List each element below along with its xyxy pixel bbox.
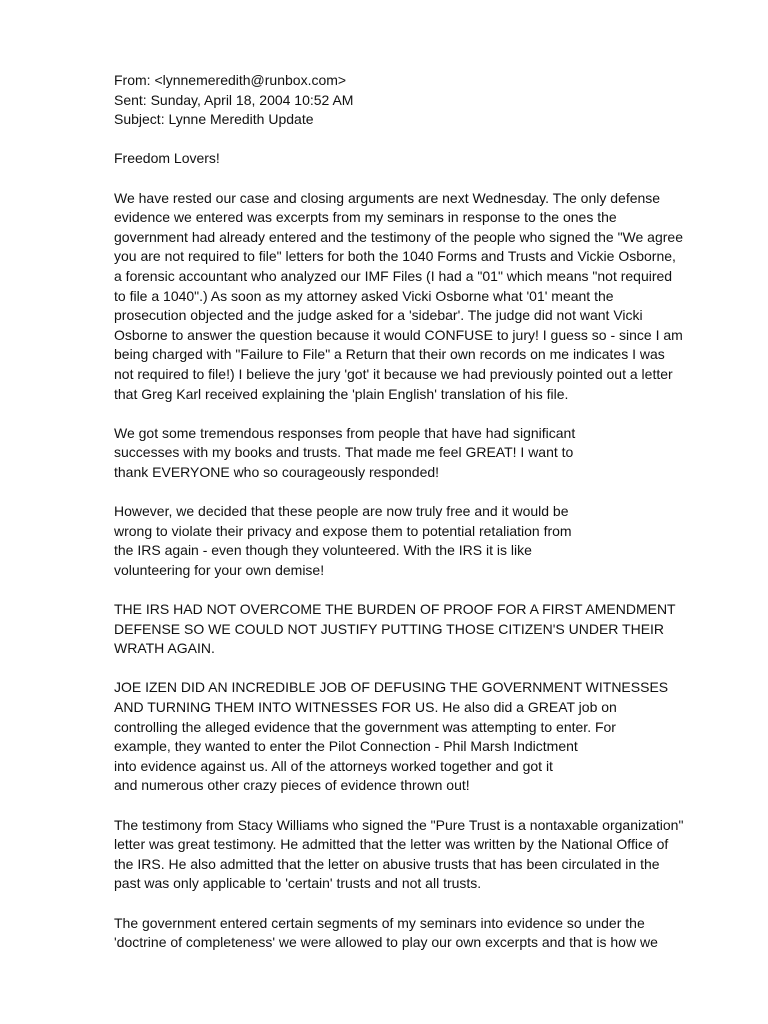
paragraph-line: into evidence against us. All of the attorneys worked together and got it — [114, 757, 553, 774]
paragraph-line: controlling the alleged evidence that the government was attempting to enter. For — [114, 718, 616, 735]
paragraph-line: The testimony from Stacy Williams who signed the "Pure Trust is a nontaxable organization" — [114, 816, 684, 833]
paragraph-line: wrong to violate their privacy and expose them to potential retaliation from — [114, 522, 572, 539]
paragraph-line: volunteering for your own demise! — [114, 561, 325, 578]
paragraph-line: 'doctrine of completeness' we were allowed to play our own excerpts and that is how we — [114, 934, 658, 951]
paragraph-line: We got some tremendous responses from people that have had significant — [114, 424, 576, 441]
paragraph-line: DEFENSE SO WE COULD NOT JUSTIFY PUTTING THOSE CITIZEN'S UNDER THEIR — [114, 620, 665, 637]
paragraph-line: past was only applicable to 'certain' trusts and not all trusts. — [114, 875, 482, 892]
email-document — [114, 71, 684, 972]
paragraph-line: and numerous other crazy pieces of evidence thrown out! — [114, 777, 470, 794]
paragraph-line: successes with my books and trusts. That made me feel GREAT! I want to — [114, 444, 574, 461]
from-line: From: <lynnemeredith@runbox.com> — [114, 72, 347, 88]
paragraph-line: WRATH AGAIN. — [114, 640, 215, 657]
paragraph-line: government had already entered and the testimony of the people who signed the "We agree — [114, 228, 683, 245]
paragraph-line: letter was great testimony. He admitted that the letter was written by the National Office of — [114, 836, 669, 853]
email-header — [114, 71, 674, 130]
paragraph — [114, 678, 674, 796]
paragraph — [114, 424, 674, 483]
paragraph-line: JOE IZEN DID AN INCREDIBLE JOB OF DEFUSING THE GOVERNMENT WITNESSES — [114, 679, 669, 696]
paragraph-line: evidence we entered was excerpts from my seminars in response to the ones the — [114, 209, 617, 226]
paragraph-line: to file a 1040".) As soon as my attorney asked Vicki Osborne what '01' meant the — [114, 287, 614, 304]
paragraph — [114, 816, 684, 894]
paragraph-line: The government entered certain segments of my seminars into evidence so under the — [114, 914, 645, 931]
paragraph-line: the IRS again - even though they volunteered. With the IRS it is like — [114, 542, 532, 559]
greeting — [114, 149, 674, 169]
paragraph-line: example, they wanted to enter the Pilot Connection - Phil Marsh Indictment — [114, 738, 578, 755]
paragraph-line: AND TURNING THEM INTO WITNESSES FOR US. He also did a GREAT job on — [114, 699, 617, 715]
paragraph-line: not required to file!) I believe the jury 'got' it because we had previously pointed out a letter — [114, 365, 673, 382]
paragraph-line: you are not required to file" letters for both the 1040 Forms and Trusts and Vickie Osborne, — [114, 248, 676, 265]
paragraph-line: thank EVERYONE who so courageously responded! — [114, 463, 440, 480]
paragraph — [114, 914, 674, 953]
paragraph-line: Osborne to answer the question because it would CONFUSE to jury! I guess so - since I am — [114, 326, 683, 343]
sent-line: Sent: Sunday, April 18, 2004 10:52 AM — [114, 91, 354, 108]
paragraph — [114, 502, 674, 580]
paragraph-line: the IRS. He also admitted that the letter on abusive trusts that has been circulated in the — [114, 855, 660, 872]
email-body — [114, 189, 684, 953]
paragraph-line: We have rested our case and closing arguments are next Wednesday. The only defense — [114, 189, 661, 206]
paragraph-line: a forensic accountant who analyzed our IMF Files (I had a "01" which means "not required — [114, 267, 673, 284]
paragraph-line: that Greg Karl received explaining the 'plain English' translation of his file. — [114, 385, 569, 402]
greeting-text: Freedom Lovers! — [114, 150, 220, 167]
paragraph — [114, 600, 674, 659]
paragraph — [114, 189, 683, 405]
paragraph-line: THE IRS HAD NOT OVERCOME THE BURDEN OF PROOF FOR A FIRST AMENDMENT — [114, 601, 676, 618]
paragraph-line: prosecution objected and the judge asked for a 'sidebar'. The judge did not want Vicki — [114, 307, 643, 324]
paragraph-line: being charged with "Failure to File" a Return that their own records on me indicates I was — [114, 346, 665, 363]
paragraph-line: However, we decided that these people are now truly free and it would be — [114, 503, 569, 520]
subject-line: Subject: Lynne Meredith Update — [114, 111, 314, 128]
